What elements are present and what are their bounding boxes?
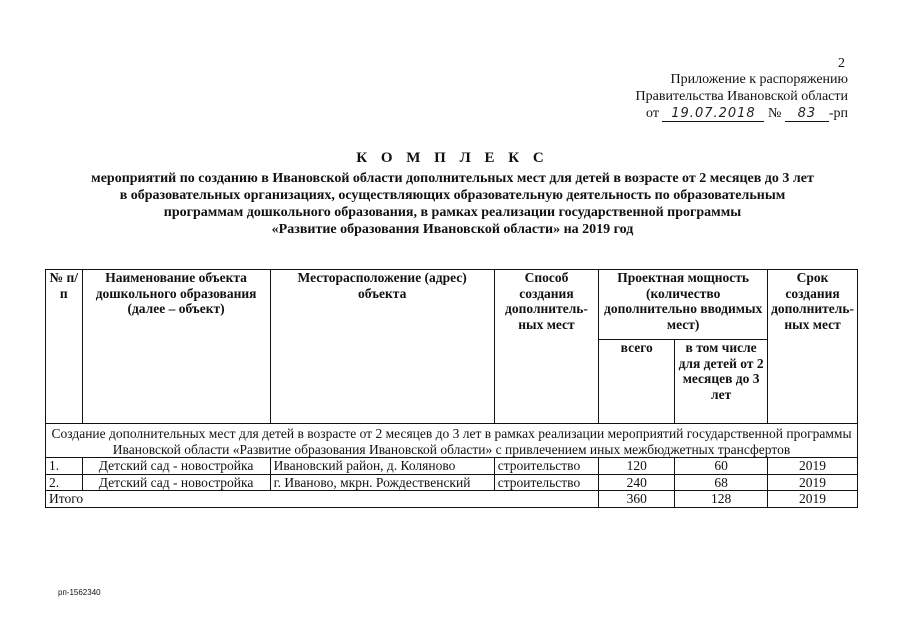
section-title: Создание дополнительных мест для детей в возрасте от 2 месяцев до 3 лет в рамках реализации мероприятий государственной программы Ивановской области «Развитие образования Ивановской области» с привлечением иных межбюджетных трансфертов xyxy=(46,424,858,458)
row-1-children: 60 xyxy=(675,458,768,475)
appendix-line-1: Приложение к распоряжению xyxy=(670,72,848,87)
appendix-block xyxy=(636,71,848,122)
row-1-num: 1. xyxy=(46,458,83,475)
row-2-term: 2019 xyxy=(768,474,858,491)
document-title xyxy=(0,150,905,238)
measures-table xyxy=(45,269,858,508)
row-2-children: 68 xyxy=(675,474,768,491)
header-term: Срок создания дополнитель-ных мест xyxy=(768,270,858,424)
row-2-name: Детский сад - новостройка xyxy=(82,474,270,491)
header-capacity-total: всего xyxy=(599,340,675,424)
header-method: Способ создания дополнитель-ных мест xyxy=(494,270,599,424)
title-line-4: «Развитие образования Ивановской области» на 2019 год xyxy=(271,222,634,237)
appendix-line-2: Правительства Ивановской области xyxy=(635,89,848,104)
total-term: 2019 xyxy=(768,491,858,508)
header-name: Наименование объекта дошкольного образования (далее – объект) xyxy=(82,270,270,424)
header-location: Месторасположение (адрес) объекта xyxy=(270,270,494,424)
header-capacity: Проектная мощность (количество дополнительно вводимых мест) xyxy=(599,270,768,340)
number-suffix: -рп xyxy=(828,106,848,121)
total-label: Итого xyxy=(46,491,599,508)
row-1-method: строительство xyxy=(494,458,599,475)
date-prefix: от xyxy=(646,106,659,121)
row-2-num: 2. xyxy=(46,474,83,491)
total-row xyxy=(46,491,858,508)
row-2-total: 240 xyxy=(599,474,675,491)
title-line-2: в образовательных организациях, осуществляющих образовательную деятельность по образовательным xyxy=(119,188,786,203)
table-row xyxy=(46,474,858,491)
row-1-total: 120 xyxy=(599,458,675,475)
title-line-1: мероприятий по созданию в Ивановской области дополнительных мест для детей в возрасте от 2 месяцев до 3 лет xyxy=(91,171,814,186)
title-line-3: программам дошкольного образования, в рамках реализации государственной программы xyxy=(163,205,742,220)
header-num: № п/п xyxy=(46,270,83,424)
number-prefix: № xyxy=(767,106,782,121)
row-1-name: Детский сад - новостройка xyxy=(82,458,270,475)
row-1-term: 2019 xyxy=(768,458,858,475)
row-2-location: г. Иваново, мкрн. Рождественский xyxy=(270,474,494,491)
number-value: 83 xyxy=(785,107,829,122)
appendix-date-line xyxy=(636,105,848,122)
date-value: 19.07.2018 xyxy=(662,107,764,122)
total-total: 360 xyxy=(599,491,675,508)
header-capacity-children: в том числе для детей от 2 месяцев до 3 лет xyxy=(675,340,768,424)
page-number: 2 xyxy=(838,56,845,71)
table-row xyxy=(46,458,858,475)
title-heading: К О М П Л Е К С xyxy=(356,150,549,166)
total-children: 128 xyxy=(675,491,768,508)
document-id: рп-1562340 xyxy=(58,588,101,597)
row-2-method: строительство xyxy=(494,474,599,491)
row-1-location: Ивановский район, д. Коляново xyxy=(270,458,494,475)
